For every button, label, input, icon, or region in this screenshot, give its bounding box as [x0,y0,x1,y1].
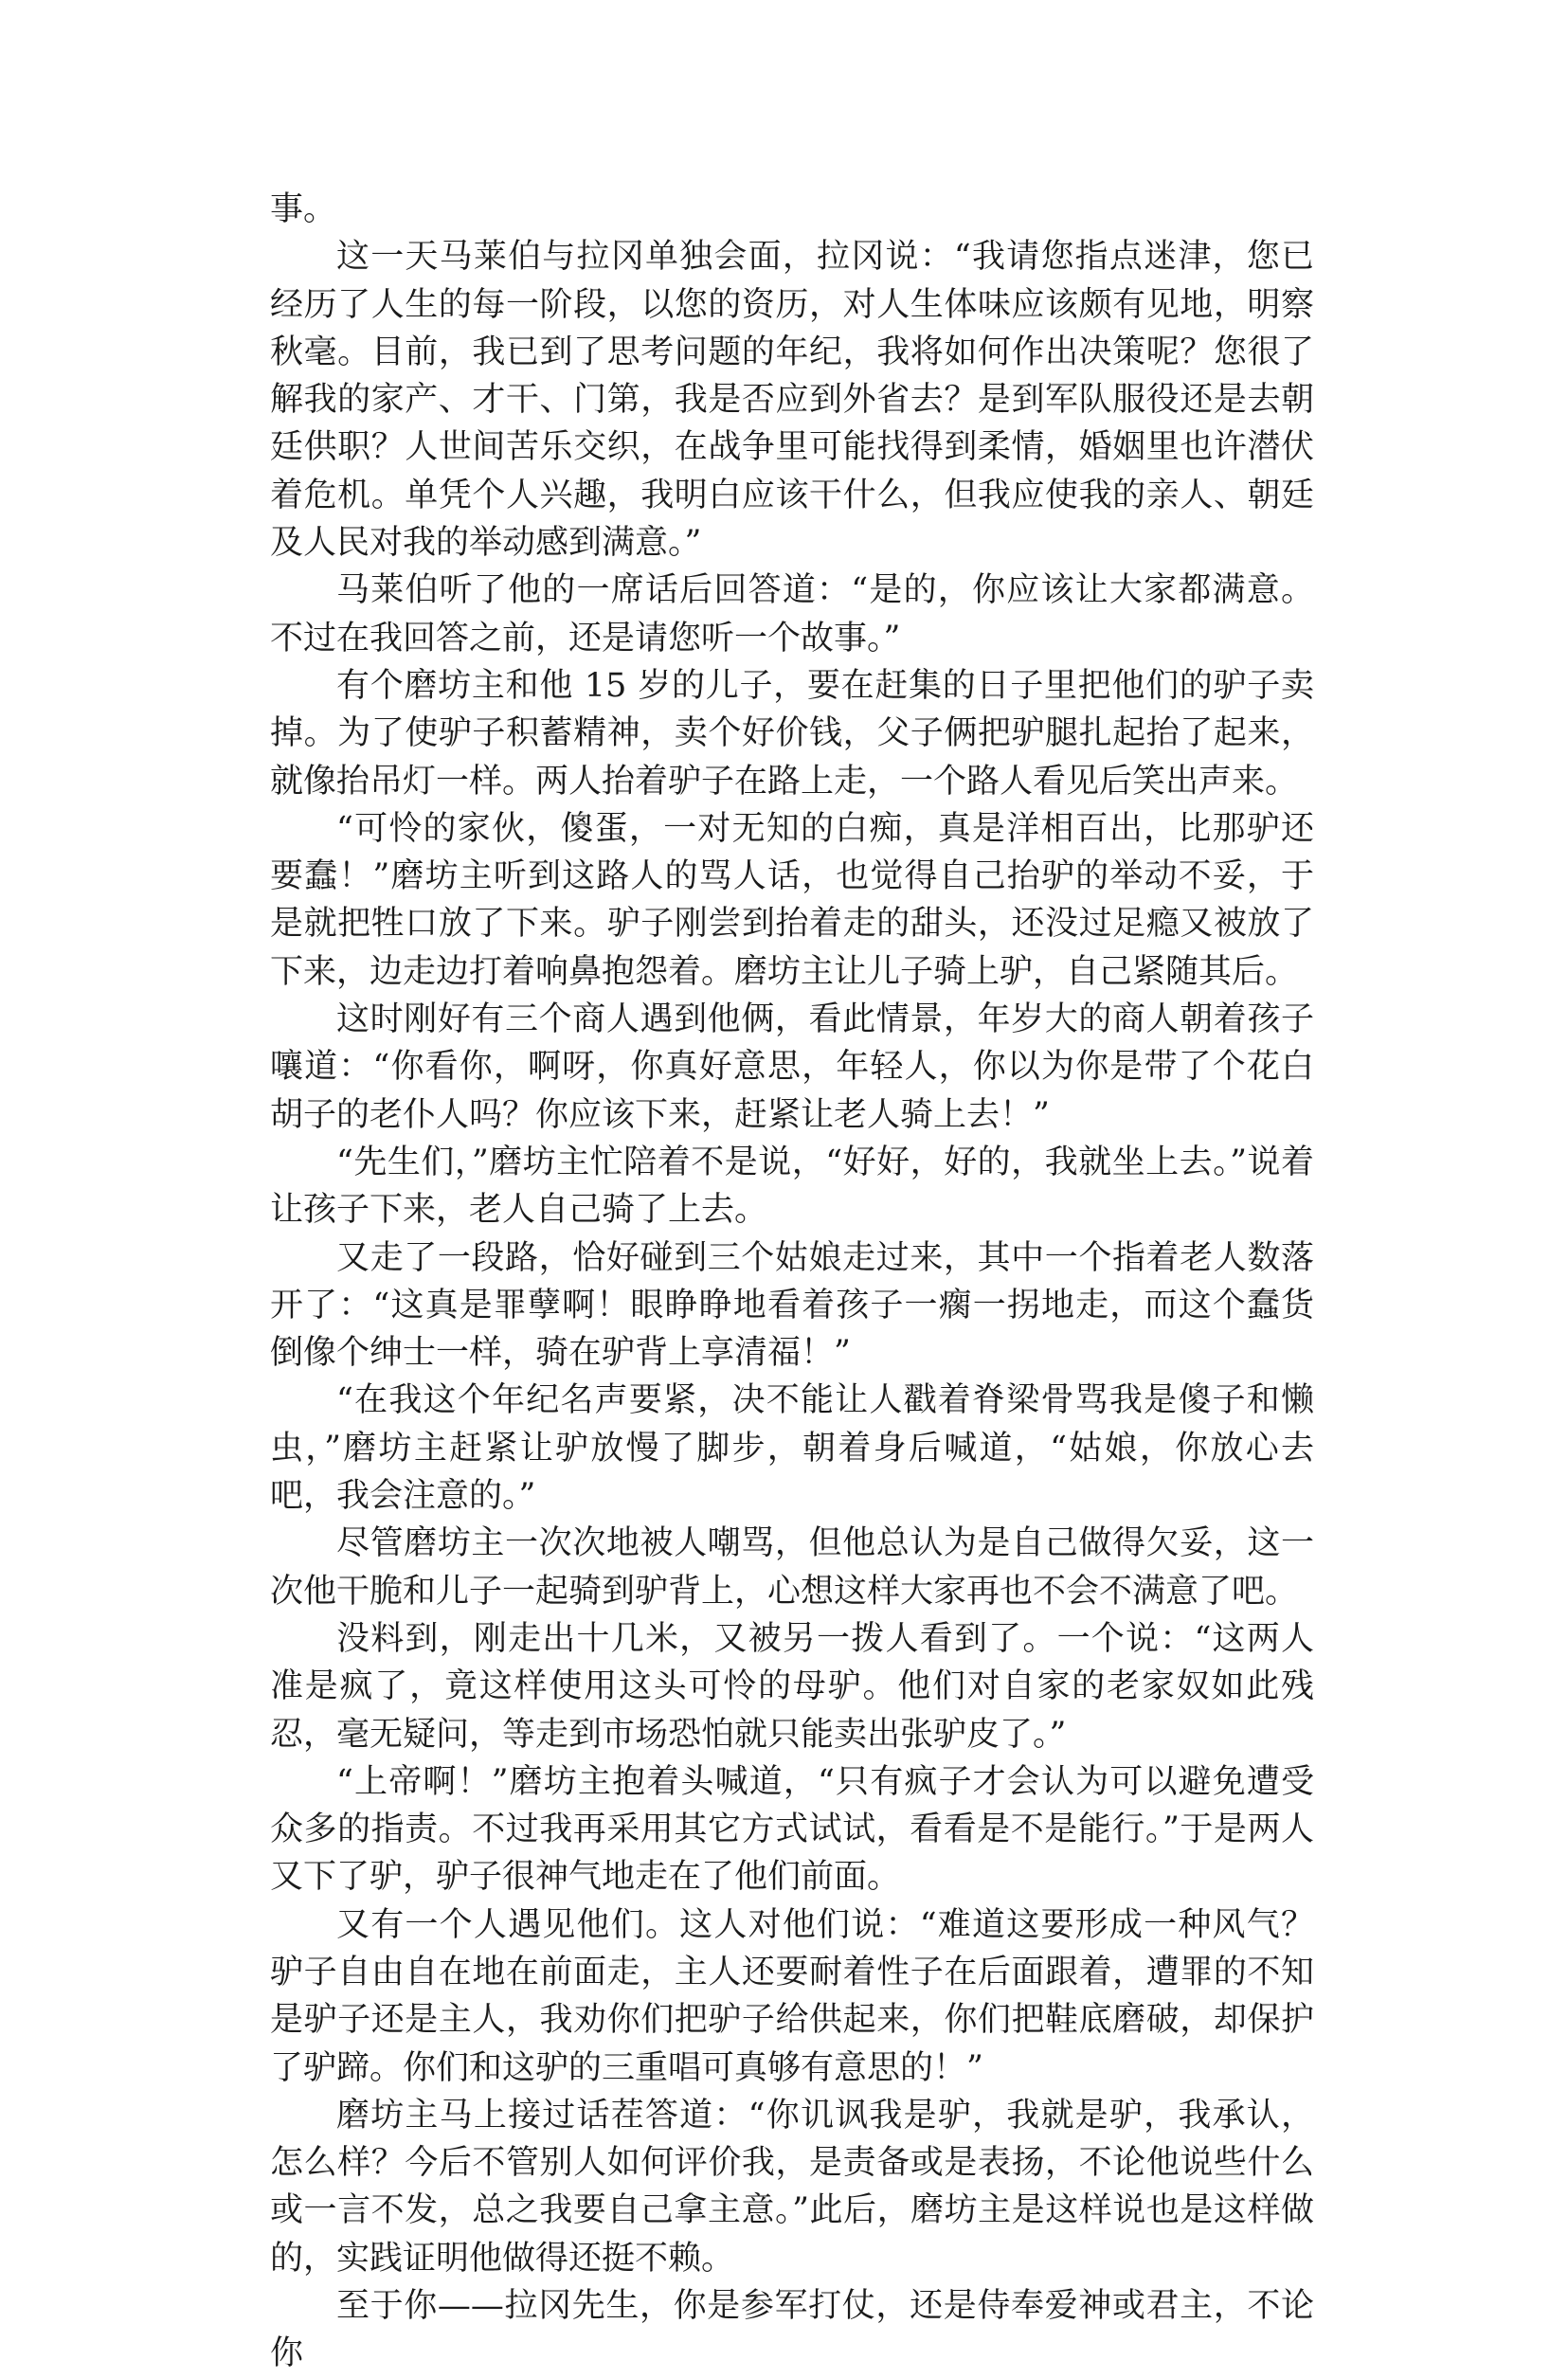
paragraph: 马莱伯听了他的一席话后回答道：“是的，你应该让大家都满意。不过在我回答之前，还是请您听一个故事。” [270,571,1314,658]
paragraph: 这一天马莱伯与拉冈单独会面，拉冈说：“我请您指点迷津，您已经历了人生的每一阶段，以您的资历，对人生体味应该颇有见地，明察秋毫。目前，我已到了思考问题的年纪，我将如何作出决策呢？您很了解我的家产、才干、门第，我是否应到外省去？是到军队服役还是去朝廷供职？人世间苦乐交织，在战争里可能找得到柔情，婚姻里也许潜伏着危机。单凭个人兴趣，我明白应该干什么，但我应使我的亲人、朝廷及人民对我的举动感到满意。” [270,238,1314,563]
paragraph: “上帝啊！”磨坊主抱着头喊道，“只有疯子才会认为可以避免遭受众多的指责。不过我再采用其它方式试试，看看是不是能行。”于是两人又下了驴，驴子很神气地走在了他们前面。 [270,1762,1314,1897]
document-body [270,186,1314,2378]
paragraph: “在我这个年纪名声要紧，决不能让人戳着脊梁骨骂我是傻子和懒虫，”磨坊主赶紧让驴放慢了脚步，朝着身后喊道，“姑娘，你放心去吧，我会注意的。” [270,1381,1314,1516]
paragraph-continuation: 事。 [270,190,337,228]
paragraph: “可怜的家伙，傻蛋，一对无知的白痴，真是洋相百出，比那驴还要蠢！”磨坊主听到这路人的骂人话，也觉得自己抬驴的举动不妥，于是就把牲口放了下来。驴子刚尝到抬着走的甜头，还没过足瘾又被放了下来，边走边打着响鼻抱怨着。磨坊主让儿子骑上驴，自己紧随其后。 [270,809,1314,991]
paragraph: 尽管磨坊主一次次地被人嘲骂，但他总认为是自己做得欠妥，这一次他干脆和儿子一起骑到驴背上，心想这样大家再也不会不满意了吧。 [270,1524,1314,1611]
paragraph: 有个磨坊主和他 15 岁的儿子，要在赶集的日子里把他们的驴子卖掉。为了使驴子积蓄精神，卖个好价钱，父子俩把驴腿扎起抬了起来，就像抬吊灯一样。两人抬着驴子在路上走，一个路人看见后笑出声来。 [270,666,1314,801]
paragraph: 磨坊主马上接过话茬答道：“你讥讽我是驴，我就是驴，我承认，怎么样？今后不管别人如何评价我，是责备或是表扬，不论他说些什么或一言不发，总之我要自己拿主意。”此后，磨坊主是这样说也是这样做的，实践证明他做得还挺不赖。 [270,2096,1314,2278]
paragraph: 又走了一段路，恰好碰到三个姑娘走过来，其中一个指着老人数落开了：“这真是罪孽啊！眼睁睁地看着孩子一瘸一拐地走，而这个蠢货倒像个绅士一样，骑在驴背上享清福！” [270,1238,1314,1373]
paragraph: 至于你——拉冈先生，你是参军打仗，还是侍奉爱神或君主，不论你 [270,2287,1314,2373]
paragraph: 没料到，刚走出十几米，又被另一拨人看到了。一个说：“这两人准是疯了，竟这样使用这头可怜的母驴。他们对自家的老家奴如此残忍，毫无疑问，等走到市场恐怕就只能卖出张驴皮了。” [270,1619,1314,1754]
paragraph: 又有一个人遇见他们。这人对他们说：“难道这要形成一种风气？驴子自由自在地在前面走，主人还要耐着性子在后面跟着，遭罪的不知是驴子还是主人，我劝你们把驴子给供起来，你们把鞋底磨破，却保护了驴蹄。你们和这驴的三重唱可真够有意思的！” [270,1905,1314,2087]
paragraph: 这时刚好有三个商人遇到他俩，看此情景，年岁大的商人朝着孩子嚷道：“你看你，啊呀，你真好意思，年轻人，你以为你是带了个花白胡子的老仆人吗？你应该下来，赶紧让老人骑上去！” [270,1000,1314,1134]
paragraph: “先生们，”磨坊主忙陪着不是说，“好好，好的，我就坐上去。”说着让孩子下来，老人自己骑了上去。 [270,1143,1314,1230]
